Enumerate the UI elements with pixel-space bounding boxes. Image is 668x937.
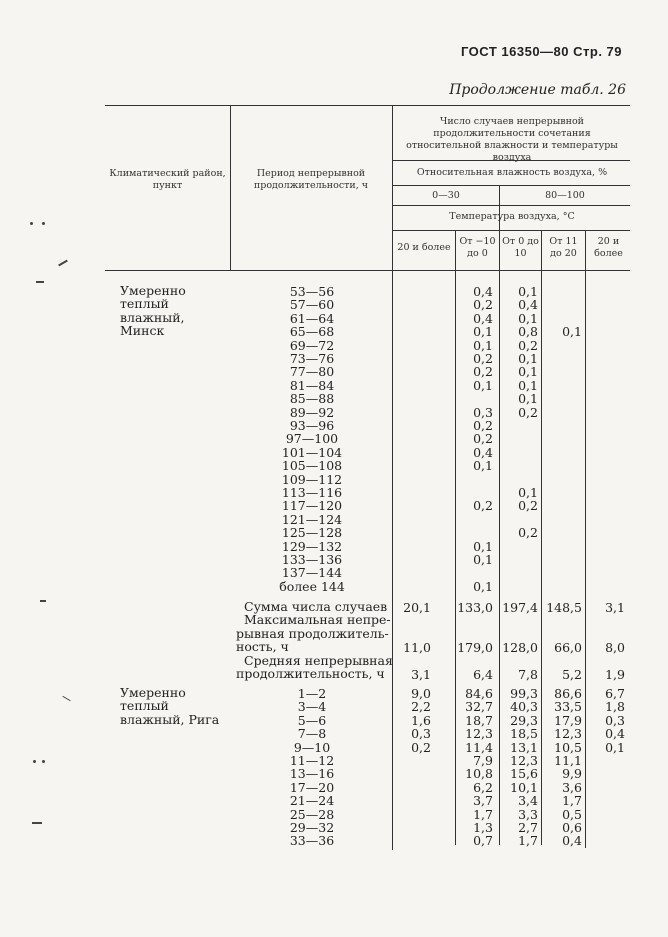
- minsk-period-cell: 69—72: [289, 337, 335, 353]
- minsk-value-cell: 0,2: [473, 351, 493, 366]
- col-divider-1: [230, 105, 231, 270]
- minsk-avg-cell: 3,1: [411, 667, 431, 682]
- table-row: [0, 458, 668, 474]
- scan-speck: [32, 822, 42, 824]
- minsk-max-cell: 8,0: [605, 640, 625, 655]
- minsk-value-cell: 0,1: [473, 538, 493, 554]
- minsk-max-cell: 128,0: [502, 640, 538, 655]
- riga-value-cell: 0,7: [473, 833, 493, 849]
- minsk-max-label-2: рывная продолжитель-: [236, 626, 389, 641]
- minsk-value-cell: 0,1: [473, 458, 493, 474]
- minsk-max-label-3: ность, ч: [236, 639, 289, 654]
- region-minsk: Умеренно теплый влажный, Минск: [120, 283, 186, 339]
- riga-period-cell: 13—16: [289, 766, 335, 782]
- riga-value-cell: 9,0: [411, 686, 431, 701]
- riga-value-cell: 13,1: [510, 739, 538, 755]
- minsk-value-cell: 0,1: [562, 324, 582, 340]
- riga-value-cell: 3,6: [562, 779, 582, 795]
- minsk-period-cell: 97—100: [285, 431, 339, 447]
- riga-value-cell: 9,9: [562, 766, 582, 782]
- minsk-value-cell: 0,1: [473, 377, 493, 393]
- minsk-sum-cell: 148,5: [546, 600, 582, 615]
- minsk-period-cell: 65—68: [289, 324, 335, 340]
- riga-value-cell: 99,3: [510, 686, 538, 701]
- minsk-period-cell: 105—108: [281, 458, 343, 474]
- riga-period-cell: 17—20: [289, 779, 335, 795]
- table-row: [0, 753, 668, 766]
- header-temp-col-4: От 11 до 20: [549, 236, 578, 259]
- header-rule-temp: [392, 230, 630, 231]
- table-top-rule: [105, 105, 630, 106]
- minsk-period-cell: 57—60: [289, 297, 335, 313]
- header-temp-col-5: 20 и более: [594, 236, 623, 259]
- riga-value-cell: 40,3: [510, 699, 538, 715]
- minsk-period-cell: 125—128: [281, 525, 343, 541]
- riga-value-cell: 0,5: [562, 806, 582, 822]
- table-row: [0, 780, 668, 793]
- scan-speck: [36, 281, 44, 283]
- page-header: ГОСТ 16350—80 Стр. 79: [460, 44, 622, 59]
- table-row: [0, 405, 668, 418]
- riga-value-cell: 1,7: [473, 806, 493, 822]
- riga-value-cell: 11,4: [465, 739, 493, 755]
- minsk-period-cell: 93—96: [289, 418, 335, 433]
- riga-period-cell: 11—12: [289, 753, 335, 768]
- riga-period-cell: 1—2: [297, 686, 327, 701]
- header-temp-col-3: От 0 до 10: [502, 236, 539, 259]
- table-row: [0, 472, 668, 485]
- riga-value-cell: 12,3: [465, 726, 493, 742]
- minsk-sum-cell: 133,0: [457, 600, 493, 615]
- riga-value-cell: 1,6: [411, 712, 431, 728]
- riga-period-cell: 9—10: [293, 739, 331, 755]
- table-row: [0, 391, 668, 407]
- minsk-avg-label-1: Средняя непрерывная: [244, 653, 393, 668]
- riga-period-cell: 25—28: [289, 806, 335, 822]
- table-row: [0, 364, 668, 380]
- riga-value-cell: 10,8: [465, 766, 493, 782]
- minsk-avg-cell: 7,8: [518, 667, 538, 682]
- riga-period-cell: 21—24: [289, 793, 335, 809]
- table-row: [0, 552, 668, 565]
- riga-value-cell: 3,7: [473, 793, 493, 809]
- minsk-period-cell: 133—136: [281, 552, 343, 567]
- riga-value-cell: 3,3: [518, 806, 538, 822]
- table-row: [0, 297, 668, 313]
- table-row: [0, 699, 668, 715]
- riga-value-cell: 86,6: [554, 686, 582, 701]
- minsk-max-cell: 11,0: [403, 640, 431, 655]
- table-row: [0, 431, 668, 447]
- minsk-value-cell: 0,2: [473, 498, 493, 514]
- riga-period-cell: 5—6: [297, 712, 327, 728]
- minsk-avg-cell: 1,9: [605, 667, 625, 682]
- riga-value-cell: 15,6: [510, 766, 538, 782]
- table-row: [0, 565, 668, 581]
- minsk-period-cell: 109—112: [281, 471, 343, 487]
- minsk-value-cell: 0,1: [518, 310, 538, 326]
- table-row: [0, 485, 668, 498]
- header-temp-col-2: От −10 до 0: [459, 236, 496, 259]
- riga-value-cell: 0,4: [605, 726, 625, 742]
- minsk-value-cell: 0,8: [518, 324, 538, 340]
- minsk-period-cell: 61—64: [289, 310, 335, 326]
- scan-speck: [40, 600, 46, 602]
- header-period: Период непрерывной продолжительности, ч: [253, 168, 369, 191]
- riga-period-cell: 3—4: [297, 699, 327, 715]
- minsk-sum-cell: 197,4: [502, 600, 538, 615]
- riga-value-cell: 12,3: [510, 753, 538, 768]
- minsk-value-cell: 0,1: [518, 351, 538, 366]
- table-row: [0, 311, 668, 324]
- riga-value-cell: 0,6: [562, 820, 582, 835]
- minsk-value-cell: 0,1: [518, 391, 538, 407]
- minsk-value-cell: 0,2: [473, 431, 493, 447]
- table-row: [0, 284, 668, 297]
- table-row: [0, 324, 668, 340]
- table-row: [0, 338, 668, 351]
- scan-speck: [58, 260, 68, 267]
- minsk-avg-cell: 5,2: [562, 667, 582, 682]
- minsk-avg-cell: 6,4: [473, 667, 493, 682]
- minsk-value-cell: 0,1: [518, 377, 538, 393]
- header-count: Число случаев непрерывной продолжительности сочетания относительной влажности и температуры воздуха: [406, 116, 618, 163]
- scan-speck: [33, 760, 36, 763]
- scan-speck: [42, 760, 45, 763]
- header-humidity-high: 80—100: [545, 190, 585, 201]
- table-row: [0, 807, 668, 820]
- minsk-value-cell: 0,4: [473, 310, 493, 326]
- riga-value-cell: 17,9: [554, 712, 582, 728]
- header-rule-humidity: [392, 185, 630, 186]
- table-row: [0, 378, 668, 391]
- minsk-value-cell: 0,4: [473, 284, 493, 299]
- table-row: [0, 713, 668, 726]
- riga-value-cell: 11,1: [554, 753, 582, 768]
- minsk-value-cell: 0,1: [518, 284, 538, 299]
- minsk-sum-row: [0, 600, 668, 613]
- minsk-value-cell: 0,4: [518, 297, 538, 313]
- minsk-value-cell: 0,2: [518, 498, 538, 514]
- riga-value-cell: 1,7: [562, 793, 582, 809]
- minsk-period-cell: 81—84: [289, 377, 335, 393]
- minsk-period-cell: 73—76: [289, 351, 335, 366]
- header-rule-range: [392, 205, 630, 206]
- table-row: [0, 726, 668, 742]
- header-humidity-low: 0—30: [432, 190, 460, 201]
- minsk-max-label-1: Максимальная непре-: [244, 612, 391, 627]
- riga-value-cell: 32,7: [465, 699, 493, 715]
- header-temperature: Температура воздуха, °С: [449, 211, 575, 222]
- minsk-period-cell: 85—88: [289, 391, 335, 407]
- table-continuation-caption: Продолжение табл. 26: [449, 82, 626, 98]
- table-row: [0, 740, 668, 753]
- riga-value-cell: 12,3: [554, 726, 582, 742]
- minsk-period-cell: 89—92: [289, 404, 335, 420]
- riga-period-cell: 29—32: [289, 820, 335, 835]
- riga-value-cell: 18,7: [465, 712, 493, 728]
- table-row: [0, 539, 668, 552]
- minsk-period-cell: 121—124: [281, 511, 343, 527]
- table-row: [0, 579, 668, 592]
- minsk-value-cell: 0,2: [518, 337, 538, 353]
- table-row: [0, 512, 668, 525]
- table-row: [0, 793, 668, 809]
- riga-value-cell: 0,4: [562, 833, 582, 849]
- table-row: [0, 766, 668, 782]
- minsk-value-cell: 0,2: [473, 418, 493, 433]
- header-region: Климатический район, пункт: [109, 168, 226, 191]
- minsk-sum-cell: 20,1: [403, 600, 431, 615]
- minsk-value-cell: 0,1: [473, 578, 493, 594]
- minsk-value-cell: 0,1: [518, 485, 538, 500]
- minsk-value-cell: 0,1: [473, 324, 493, 340]
- riga-value-cell: 7,9: [473, 753, 493, 768]
- table-header-bottom-rule: [105, 270, 630, 271]
- riga-value-cell: 6,2: [473, 779, 493, 795]
- minsk-max-row: [0, 640, 668, 653]
- minsk-avg-label-2: продолжительность, ч: [236, 666, 385, 681]
- riga-value-cell: 1,7: [518, 833, 538, 849]
- riga-value-cell: 2,2: [411, 699, 431, 715]
- riga-period-cell: 7—8: [297, 726, 327, 742]
- minsk-max-cell: 66,0: [554, 640, 582, 655]
- minsk-value-cell: 0,2: [473, 364, 493, 380]
- table-row: [0, 498, 668, 514]
- table-row: [0, 418, 668, 431]
- minsk-avg-row: [0, 667, 668, 680]
- minsk-value-cell: 0,2: [518, 404, 538, 420]
- riga-value-cell: 10,1: [510, 779, 538, 795]
- table-row: [0, 686, 668, 699]
- riga-value-cell: 84,6: [465, 686, 493, 701]
- riga-value-cell: 33,5: [554, 699, 582, 715]
- scan-speck: [42, 222, 45, 225]
- minsk-sum-label: Сумма числа случаев: [244, 599, 388, 614]
- riga-value-cell: 6,7: [605, 686, 625, 701]
- table-row: [0, 525, 668, 541]
- table-row: [0, 833, 668, 849]
- minsk-period-cell: 137—144: [281, 565, 343, 581]
- riga-value-cell: 0,3: [605, 712, 625, 728]
- minsk-value-cell: 0,1: [518, 364, 538, 380]
- minsk-period-cell: 101—104: [281, 444, 343, 460]
- riga-value-cell: 29,3: [510, 712, 538, 728]
- riga-value-cell: 3,4: [518, 793, 538, 809]
- riga-value-cell: 0,1: [605, 739, 625, 755]
- riga-value-cell: 1,8: [605, 699, 625, 715]
- region-riga: Умеренно теплый влажный, Рига: [120, 685, 220, 727]
- minsk-max-cell: 179,0: [457, 640, 493, 655]
- minsk-period-cell: 77—80: [289, 364, 335, 380]
- header-temp-col-1: 20 и более: [397, 242, 451, 253]
- minsk-value-cell: 0,1: [473, 337, 493, 353]
- minsk-value-cell: 0,2: [473, 297, 493, 313]
- table-row: [0, 445, 668, 458]
- minsk-value-cell: 0,1: [473, 552, 493, 567]
- riga-value-cell: 2,7: [518, 820, 538, 835]
- riga-value-cell: 0,2: [411, 739, 431, 755]
- minsk-period-cell: 113—116: [281, 485, 343, 500]
- minsk-period-cell: 117—120: [281, 498, 343, 514]
- riga-value-cell: 0,3: [411, 726, 431, 742]
- table-row: [0, 351, 668, 364]
- scan-speck: [30, 222, 33, 225]
- minsk-period-cell: 53—56: [289, 284, 335, 299]
- table-row: [0, 820, 668, 833]
- riga-value-cell: 18,5: [510, 726, 538, 742]
- riga-value-cell: 1,3: [473, 820, 493, 835]
- minsk-value-cell: 0,4: [473, 444, 493, 460]
- header-humidity: Относительная влажность воздуха, %: [416, 167, 608, 178]
- riga-period-cell: 33—36: [289, 833, 335, 849]
- minsk-value-cell: 0,2: [518, 525, 538, 541]
- minsk-value-cell: 0,3: [473, 404, 493, 420]
- riga-value-cell: 10,5: [554, 739, 582, 755]
- minsk-period-cell: более 144: [279, 578, 345, 594]
- minsk-sum-cell: 3,1: [605, 600, 625, 615]
- minsk-period-cell: 129—132: [281, 538, 343, 554]
